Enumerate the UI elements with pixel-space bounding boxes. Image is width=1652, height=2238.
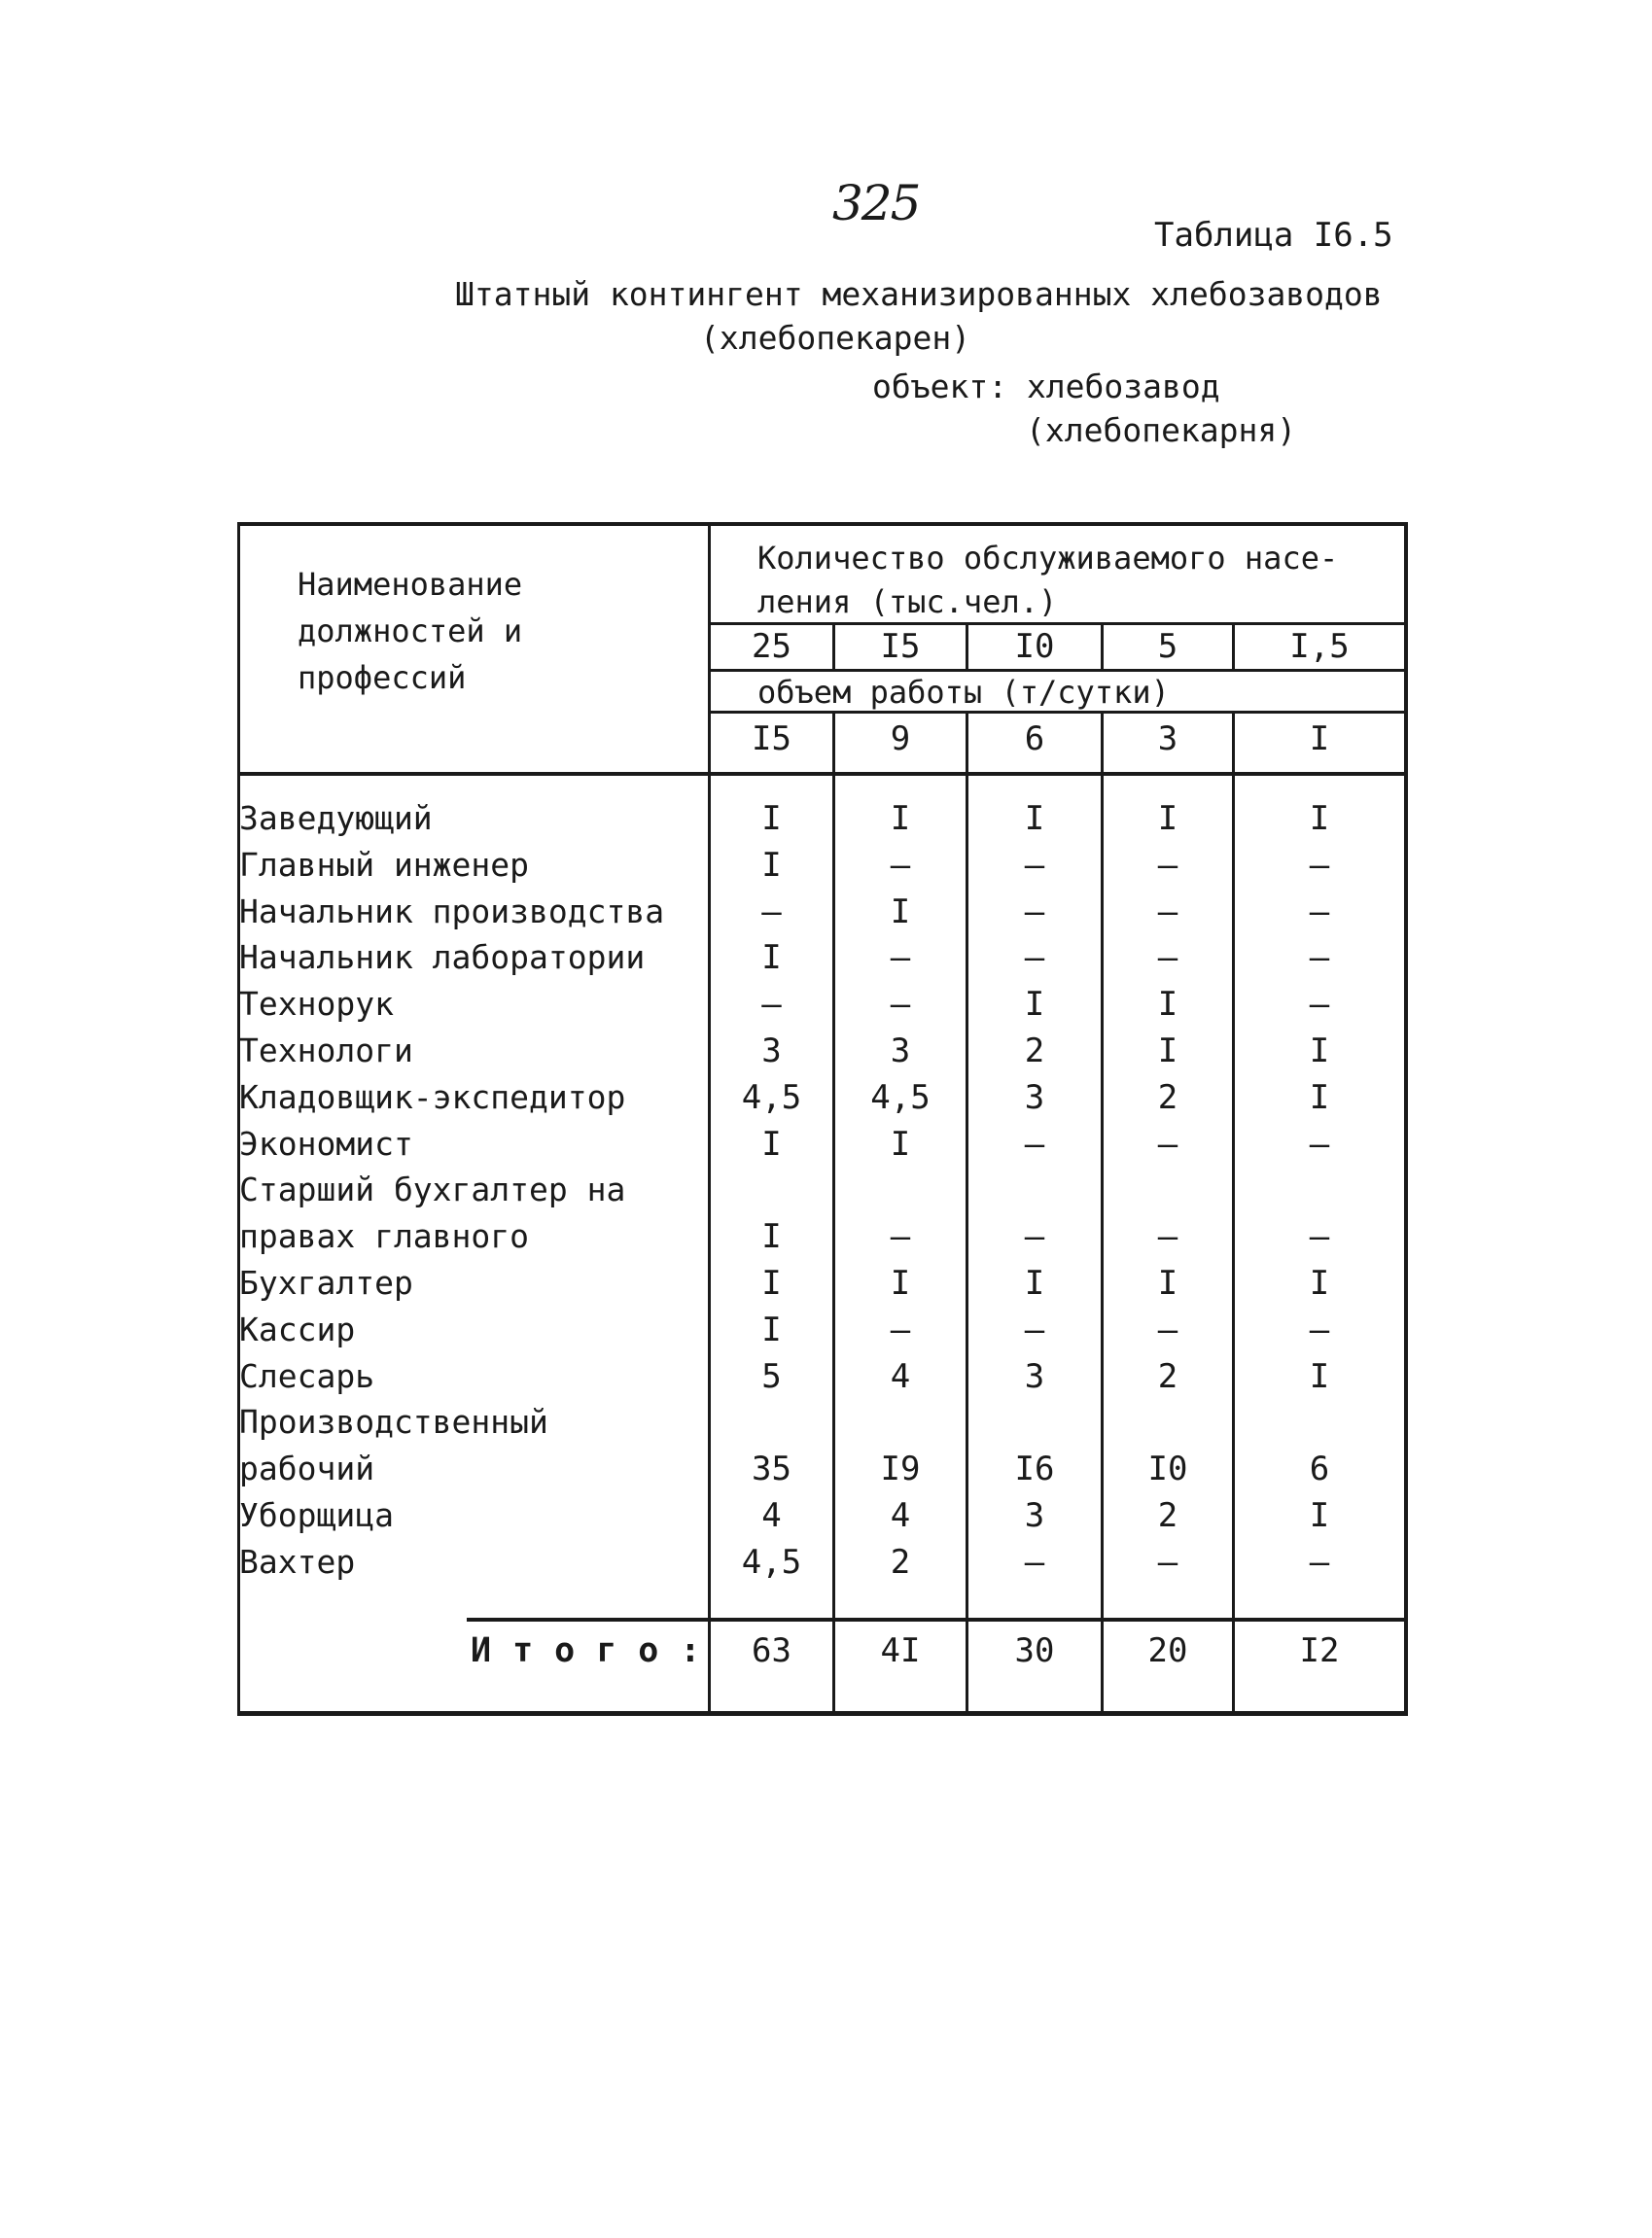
table-label: Таблица I6.5 bbox=[1154, 216, 1393, 255]
row-value: 3 bbox=[890, 1032, 911, 1070]
row-value: – bbox=[890, 985, 911, 1024]
row-value: 4,5 bbox=[741, 1078, 802, 1117]
row-value: – bbox=[1309, 892, 1330, 931]
name-column-header-3: профессий bbox=[298, 659, 467, 696]
row-name: Заведующий bbox=[239, 799, 433, 837]
row-name: Кладовщик-экспедитор bbox=[239, 1078, 626, 1116]
row-value: I bbox=[1024, 985, 1045, 1024]
row-value: – bbox=[1309, 846, 1330, 885]
row-value: – bbox=[1157, 1125, 1178, 1164]
row-value: I bbox=[890, 1125, 911, 1164]
row-value: I bbox=[761, 938, 782, 977]
volume-title-rule bbox=[711, 711, 1405, 714]
row-name: Кассир bbox=[239, 1311, 356, 1348]
row-name: Главный инженер bbox=[239, 846, 530, 884]
row-value: – bbox=[1309, 938, 1330, 977]
row-value: – bbox=[1024, 1311, 1045, 1349]
row-value: – bbox=[1024, 1217, 1045, 1256]
row-value: – bbox=[1309, 1217, 1330, 1256]
volume-value: I bbox=[1309, 719, 1330, 758]
row-value: I bbox=[1309, 1496, 1330, 1535]
row-value: – bbox=[1309, 1311, 1330, 1349]
volume-value: I5 bbox=[752, 719, 791, 758]
row-value: 2 bbox=[1024, 1032, 1045, 1070]
row-value: – bbox=[1024, 938, 1045, 977]
row-value: 3 bbox=[1024, 1078, 1045, 1117]
row-value: – bbox=[890, 1311, 911, 1349]
row-value: 3 bbox=[1024, 1357, 1045, 1396]
title-line-4: (хлебопекарня) bbox=[1026, 411, 1297, 449]
row-value: I bbox=[761, 1264, 782, 1303]
row-value: I bbox=[1157, 1032, 1178, 1070]
total-value: 30 bbox=[1014, 1631, 1055, 1670]
name-column-divider bbox=[708, 522, 711, 1716]
row-value: I bbox=[890, 799, 911, 838]
row-name: Начальник производства bbox=[239, 892, 665, 930]
row-value: – bbox=[1024, 846, 1045, 885]
volume-value: 6 bbox=[1024, 719, 1045, 758]
row-value: I bbox=[761, 799, 782, 838]
row-value: I bbox=[890, 892, 911, 931]
row-value: I6 bbox=[1014, 1450, 1055, 1488]
row-value: I bbox=[1309, 1264, 1330, 1303]
row-value: – bbox=[890, 846, 911, 885]
row-value: I0 bbox=[1147, 1450, 1188, 1488]
row-name: Начальник лаборатории bbox=[239, 938, 646, 976]
row-value: I bbox=[1309, 1078, 1330, 1117]
population-title-2: ления (тыс.чел.) bbox=[757, 583, 1058, 620]
population-value: I0 bbox=[1014, 627, 1055, 666]
row-value: I bbox=[761, 1217, 782, 1256]
row-value: – bbox=[1309, 1125, 1330, 1164]
population-value: I5 bbox=[880, 627, 921, 666]
row-value: 2 bbox=[1157, 1357, 1178, 1396]
row-value: – bbox=[1157, 1543, 1178, 1582]
row-value: I bbox=[761, 1125, 782, 1164]
row-value: – bbox=[1157, 1217, 1178, 1256]
row-value: – bbox=[1157, 846, 1178, 885]
total-value: 63 bbox=[752, 1631, 791, 1670]
row-value: I bbox=[1309, 799, 1330, 838]
row-value: – bbox=[1157, 892, 1178, 931]
row-value: I bbox=[1157, 985, 1178, 1024]
volume-value: 9 bbox=[890, 719, 911, 758]
row-value: 2 bbox=[1157, 1496, 1178, 1535]
total-label: Итого: bbox=[471, 1631, 722, 1670]
row-value: – bbox=[1309, 1543, 1330, 1582]
row-name: Экономист bbox=[239, 1125, 413, 1163]
row-value: I bbox=[890, 1264, 911, 1303]
row-value: 4,5 bbox=[870, 1078, 931, 1117]
row-value: – bbox=[1157, 1311, 1178, 1349]
row-name: Слесарь bbox=[239, 1357, 375, 1395]
row-value: 3 bbox=[761, 1032, 782, 1070]
population-value: 5 bbox=[1157, 627, 1178, 666]
volume-value: 3 bbox=[1157, 719, 1178, 758]
row-value: I bbox=[1309, 1357, 1330, 1396]
row-value: I bbox=[761, 1311, 782, 1349]
row-name: Технорук bbox=[239, 985, 394, 1023]
row-name: Технологи bbox=[239, 1032, 413, 1069]
row-value: – bbox=[890, 938, 911, 977]
row-name: рабочий bbox=[239, 1450, 375, 1487]
row-name: Старший бухгалтер на bbox=[239, 1171, 626, 1208]
row-value: 4 bbox=[890, 1357, 911, 1396]
row-value: 4,5 bbox=[741, 1543, 802, 1582]
table-left-border bbox=[237, 522, 240, 1716]
row-value: 35 bbox=[752, 1450, 791, 1488]
title-line-3: объект: хлебозавод bbox=[872, 367, 1220, 405]
row-value: – bbox=[890, 1217, 911, 1256]
row-value: I bbox=[1024, 1264, 1045, 1303]
page-number: 325 bbox=[832, 175, 920, 231]
title-line-2: (хлебопекарен) bbox=[700, 319, 971, 357]
volume-title: объем работы (т/сутки) bbox=[757, 674, 1170, 711]
row-value: I bbox=[1024, 799, 1045, 838]
row-value: 6 bbox=[1309, 1450, 1330, 1488]
table-right-border bbox=[1404, 522, 1408, 1716]
row-name: Бухгалтер bbox=[239, 1264, 413, 1302]
row-value: 2 bbox=[1157, 1078, 1178, 1117]
population-values-rule bbox=[711, 669, 1405, 672]
row-value: I bbox=[1309, 1032, 1330, 1070]
row-value: – bbox=[761, 892, 782, 931]
row-value: – bbox=[761, 985, 782, 1024]
row-name: Вахтер bbox=[239, 1543, 356, 1581]
total-value: 4I bbox=[880, 1631, 921, 1670]
row-value: I bbox=[1157, 799, 1178, 838]
total-top-rule bbox=[467, 1618, 1408, 1622]
row-value: 4 bbox=[890, 1496, 911, 1535]
table-top-border bbox=[237, 522, 1408, 526]
population-title-1: Количество обслуживаемого насе- bbox=[757, 540, 1339, 577]
row-value: 3 bbox=[1024, 1496, 1045, 1535]
row-value: – bbox=[1024, 1543, 1045, 1582]
row-value: I bbox=[761, 846, 782, 885]
row-value: 2 bbox=[890, 1543, 911, 1582]
title-line-1: Штатный контингент механизированных хлебозаводов bbox=[455, 275, 1383, 313]
row-value: – bbox=[1157, 938, 1178, 977]
row-value: – bbox=[1024, 1125, 1045, 1164]
population-value: I,5 bbox=[1289, 627, 1350, 666]
name-column-header-2: должностей и bbox=[298, 612, 523, 649]
row-value: 4 bbox=[761, 1496, 782, 1535]
row-name: Производственный bbox=[239, 1403, 548, 1441]
row-name: правах главного bbox=[239, 1217, 530, 1255]
row-value: 5 bbox=[761, 1357, 782, 1396]
total-value: 20 bbox=[1147, 1631, 1188, 1670]
row-value: – bbox=[1309, 985, 1330, 1024]
population-value: 25 bbox=[752, 627, 791, 666]
population-title-rule bbox=[711, 622, 1405, 625]
row-value: I bbox=[1157, 1264, 1178, 1303]
row-value: – bbox=[1024, 892, 1045, 931]
row-name: Уборщица bbox=[239, 1496, 394, 1534]
name-column-header-1: Наименование bbox=[298, 566, 523, 603]
total-value: I2 bbox=[1299, 1631, 1340, 1670]
row-value: I9 bbox=[880, 1450, 921, 1488]
